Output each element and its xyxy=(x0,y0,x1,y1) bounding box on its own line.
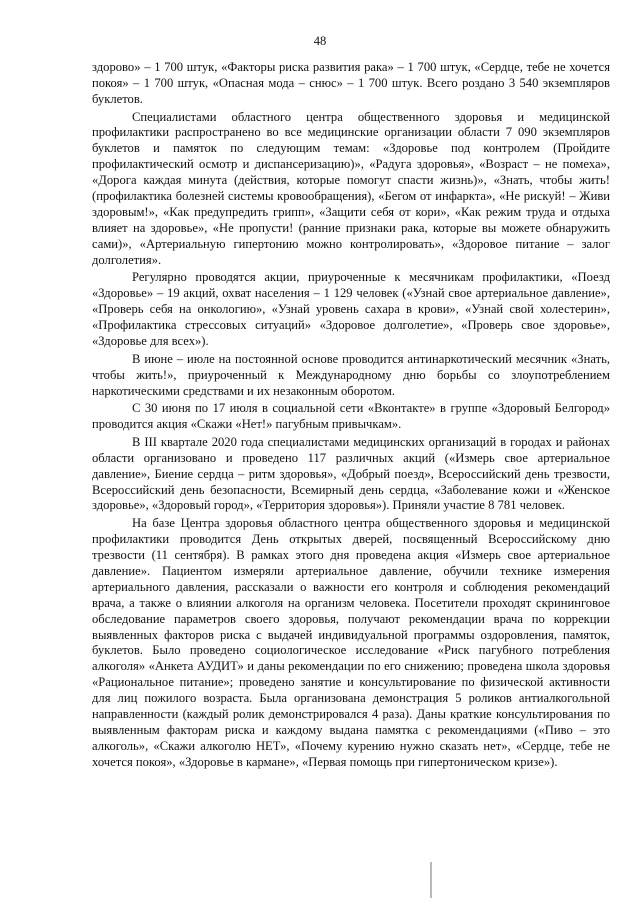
paragraph-antidrug-month: В июне – июле на постоянной основе проводится антинаркотический месячник «Знать, чтобы жить!», приуроченный к Международному дню борьбы со злоупотреблением наркотическими средствами и их незаконным оборотом. xyxy=(92,351,610,398)
page-number: 48 xyxy=(313,34,327,48)
paragraph-campaigns: Регулярно проводятся акции, приуроченные к месячникам профилактики, «Поезд «Здоровье» – 19 акций, охват населения – 1 129 человек («Узнай свое артериальное давление», «Проверь себя на онкологию», «Узнай уровень сахара в крови», «Узнай свой холестерин», «Профилактика стрессовых ситуаций» «Здоровое долголетие», «Проверь свое здоровье», «Здоровье для всех»). xyxy=(92,270,610,348)
paragraph-vkontakte-campaign: С 30 июня по 17 июля в социальной сети «Вконтакте» в группе «Здоровый Белгород» проводится акция «Скажи «Нет!» пагубным привычкам». xyxy=(92,401,610,432)
scan-artifact-line xyxy=(430,862,432,898)
paragraph-open-day: На базе Центра здоровья областного центра общественного здоровья и медицинской профилактики проводится День открытых дверей, посвященный Всероссийскому дню трезвости (11 сентября). В рамках этого дня проведена акция «Измерь свое артериальное давление». Пациентом измеряли артериальное давление, обучили технике измерения артериального давления, рассказали о важности его контроля и соблюдения рекомендаций врача, а также о влиянии алкоголя на организм человека. Посетители проходят скрининговое обследование параметров своего здоровья, получают рекомендации врача по коррекции выявленных факторов риска с выдачей индивидуальной программы оздоровления, памяток, буклетов. Было проведено социологическое исследование «Риск пагубного потребления алкоголя» «Анкета АУДИТ» и даны рекомендации по его снижению; проведена школа здоровья «Рациональное питание»; проведено занятие и консультирование по физической активности для лиц пожилого возраста. Была организована демонстрация 5 роликов антиалкогольной направленности (каждый ролик демонстрировался 4 раза). Даны краткие консультирования по выявленным факторам риска и каждому выдана памятка с рекомендациями («Пиво – это алкоголь», «Скажи алкоголю НЕТ», «Почему курению нужно сказать нет», «Сердце, тебе не хочется покоя», «Здоровье в кармане», «Первая помощь при гипертоническом кризе»). xyxy=(92,516,610,769)
paragraph-q3-events: В III квартале 2020 года специалистами медицинских организаций в городах и районах области организовано и проведено 117 различных акций («Измерь свое артериальное давление», Биение сердца – ритм здоровья», «Добрый поезд», Всероссийский день трезвости, Всероссийский день безопасности, Всемирный день сердца, «Заболевание кожи и «Женское здоровье», «Здоровый город», «Территория здоровья»). Приняли участие 8 781 человек. xyxy=(92,434,610,513)
document-body xyxy=(92,60,610,772)
paragraph-booklets-continued: здорово» – 1 700 штук, «Факторы риска развития рака» – 1 700 штук, «Сердце, тебе не хочется покоя» – 1 700 штук, «Опасная мода – снюс» – 1 700 штук. Всего роздано 3 540 экземпляров буклетов. xyxy=(92,60,610,106)
paragraph-distribution: Специалистами областного центра общественного здоровья и медицинской профилактики распространено во все медицинские организации области 7 090 экземпляров буклетов и памяток по следующим темам: «Здоровье под контролем (Пройдите профилактический осмотр и диспансеризацию)», «Радуга здоровья», «Возраст – не помеха», «Дорога каждая минута (действия, которые помогут спасти жизнь)», «Знать, чтобы жить! (профилактика болезней системы кровообращения), «Бегом от инфаркта», «Не рискуй! – Живи здоровым!», «Как предупредить грипп», «Защити себя от кори», «Как режим труда и отдыха влияет на здоровье», «Не пропусти! (ранние признаки рака, которые вы можете обнаружить сами)», «Артериальную гипертонию можно контролировать», «Здоровое питание – залог долголетия». xyxy=(92,109,610,267)
